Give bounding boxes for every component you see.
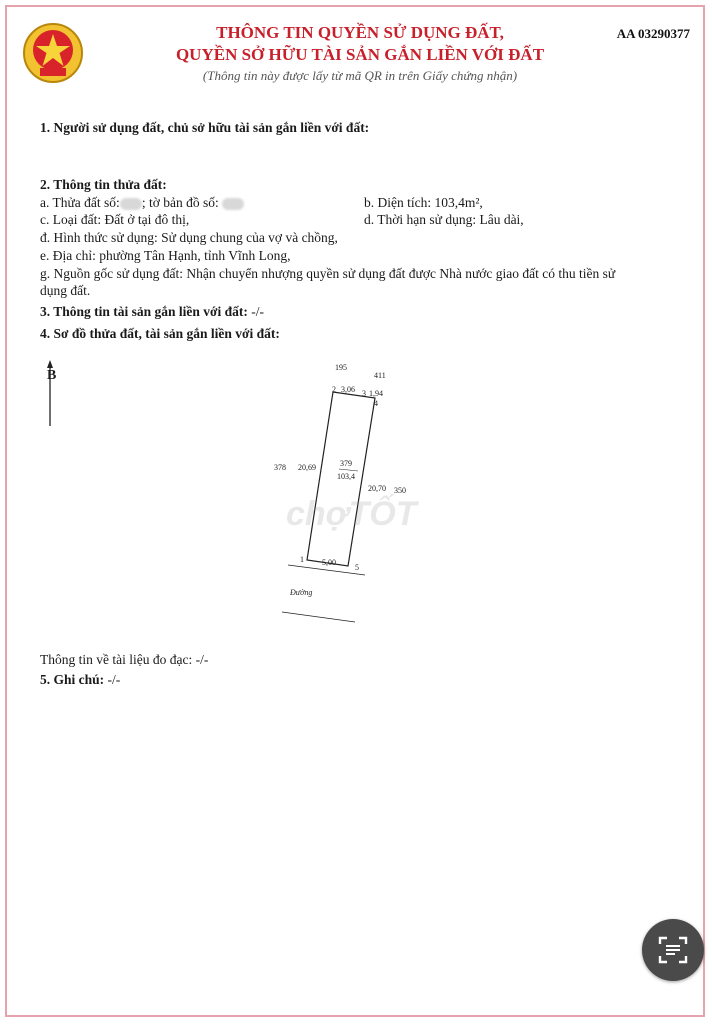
road-line-2 [282,612,355,622]
label-bottom-length: 5,00 [322,558,336,567]
parcel-number-line [40,195,244,211]
document-header [110,22,610,86]
section-1-heading: 1. Người sử dụng đất, chủ sở hữu tài sản gắn liền với đất: [40,120,370,135]
origin-line-2: dụng đất. [40,283,91,298]
area-line: b. Diện tích: 103,4m², [364,195,483,210]
land-type-line: c. Loại đất: Đất ở tại đô thị, [40,212,190,227]
north-label: B [47,368,57,383]
label-area: 103,4 [337,472,355,481]
point-1: 1 [300,555,304,564]
usage-form-line: đ. Hình thức sử dụng: Sử dụng chung của vợ và chồng, [40,230,338,245]
section-2-heading: 2. Thông tin thửa đất: [40,177,167,192]
north-arrow [40,360,64,430]
label-411: 411 [374,371,386,380]
point-4: 4 [374,399,378,408]
point-5: 5 [355,563,359,572]
area-divider [339,469,358,471]
section-5-line [40,672,120,688]
watermark: chợTỐT [286,495,417,533]
label-top-right-length: 1,94 [369,389,383,398]
point-2: 2 [332,385,336,394]
label-left-length: 20,69 [298,463,316,472]
usage-term-line: d. Thời hạn sử dụng: Lâu dài, [364,212,524,227]
label-378: 378 [274,463,286,472]
section-3-line [40,304,264,320]
survey-label: Thông tin về tài liệu đo đạc: [40,652,193,667]
survey-line [40,652,208,668]
map-sheet-label: ; tờ bản đồ số: [141,195,219,210]
section-4-heading: 4. Sơ đồ thửa đất, tài sản gắn liền với đất: [40,326,280,341]
serial-number: AA 03290377 [616,26,690,41]
national-emblem-icon [22,22,84,84]
section-5-value: -/- [104,672,121,687]
subtitle: (Thông tin này được lấy từ mã QR in trên Giấy chứng nhận) [202,68,518,83]
label-350: 350 [394,486,406,495]
section-5-heading: 5. Ghi chú: [40,672,105,687]
label-top-length: 3,06 [341,385,355,394]
title-line-2: QUYỀN SỞ HỮU TÀI SẢN GẮN LIỀN VỚI ĐẤT [175,45,545,64]
label-right-length: 20,70 [368,484,386,493]
redacted-value [120,198,142,210]
survey-value: -/- [192,652,209,667]
title-line-1: THÔNG TIN QUYỀN SỬ DỤNG ĐẤT, [216,23,504,42]
section-3-value: -/- [247,304,265,319]
section-3-heading: 3. Thông tin tài sản gắn liền với đất: [40,304,248,319]
redacted-value [222,198,244,210]
road-label: Đường [290,588,313,597]
scan-text-button[interactable] [642,919,704,981]
label-195: 195 [335,363,347,372]
parcel-number-label: a. Thửa đất số: [40,195,120,210]
origin-line-1: g. Nguồn gốc sử dụng đất: Nhận chuyển nhượng quyền sử dụng đất được Nhà nước giao đất có thu tiền sử [40,266,616,281]
address-line: e. Địa chỉ: phường Tân Hạnh, tỉnh Vĩnh Long, [40,248,291,263]
label-parcel: 379 [340,459,352,468]
text-scan-icon [642,919,704,981]
point-3: 3 [362,389,366,398]
